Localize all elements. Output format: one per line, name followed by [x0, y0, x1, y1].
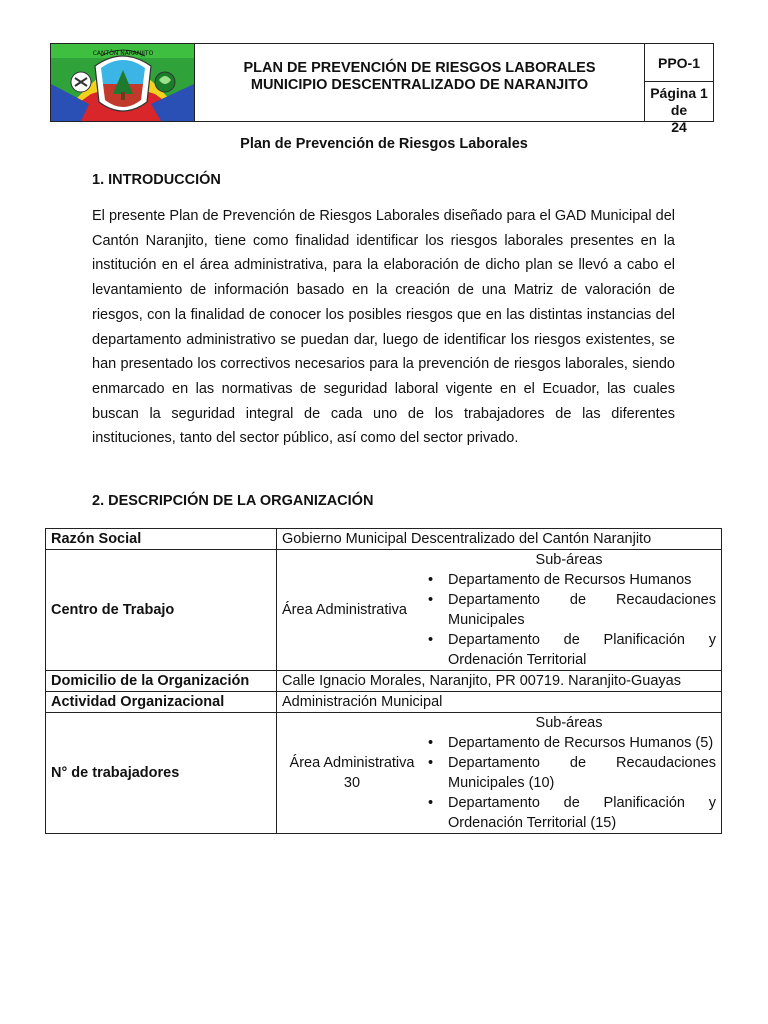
- razon-social-value: Gobierno Municipal Descentralizado del Cantón Naranjito: [277, 529, 722, 550]
- centro-subareas-list: [422, 570, 716, 670]
- intro-paragraph: El presente Plan de Prevención de Riesgos Laborales diseñado para el GAD Municipal del Cantón Naranjito, tiene como finalidad identificar los riesgos laborales presentes en la institución en el área administrativa, para la elaboración de dicho plan se llevó a cabo el levantamiento de información basado en la creación de una Matriz de valoración de riesgos, con la finalidad de conocer los posibles riesgos que en las distintas instancias del departamento administrativo se puedan dar, luego de identificar los riesgos existentes, se han presentado los correctivos necesarios para la prevención de riesgos laborales, siendo enmarcado en las normativas de seguridad laboral vigente en el Ecuador, las cuales buscan la seguridad integral de cada uno de los trabajadores de las diferentes instituciones, tanto del sector público, así como del sector privado.: [92, 208, 675, 447]
- table-row: [46, 713, 722, 834]
- table-row: [46, 529, 722, 550]
- section-heading-descripcion: 2. DESCRIPCIÓN DE LA ORGANIZACIÓN: [92, 493, 374, 509]
- municipal-logo: [51, 44, 195, 121]
- centro-trabajo-label: Centro de Trabajo: [46, 550, 277, 671]
- header-title-line1: PLAN DE PREVENCIÓN DE RIESGOS LABORALES: [243, 60, 596, 76]
- actividad-value: Administración Municipal: [277, 692, 722, 713]
- domicilio-value: Calle Ignacio Morales, Naranjito, PR 00719. Naranjito-Guayas: [277, 671, 722, 692]
- list-item: • Departamento de Recaudaciones Municipales: [422, 590, 716, 630]
- razon-social-label: Razón Social: [46, 529, 277, 550]
- domicilio-label: Domicilio de la Organización: [46, 671, 277, 692]
- logo-lettering: CANTÓN NARANJITO: [92, 50, 154, 57]
- document-header: [50, 43, 714, 135]
- trabajadores-label: N° de trabajadores: [46, 713, 277, 834]
- header-title: [195, 44, 645, 121]
- centro-trabajo-value: [277, 550, 722, 671]
- trabajadores-total: 30: [343, 775, 361, 791]
- document-title: Plan de Prevención de Riesgos Laborales: [240, 136, 528, 152]
- document-code: PPO-1: [645, 44, 713, 82]
- trabajadores-subareas-heading: Sub-áreas: [535, 715, 603, 731]
- centro-subareas-heading: Sub-áreas: [535, 552, 603, 568]
- header-title-line2: MUNICIPIO DESCENTRALIZADO DE NARANJITO: [250, 77, 589, 93]
- page-indicator-line1: Página 1 de: [650, 85, 708, 118]
- organization-table: [45, 528, 722, 834]
- table-row: [46, 671, 722, 692]
- trabajadores-value: [277, 713, 722, 834]
- list-item: • Departamento de Recursos Humanos: [422, 570, 716, 590]
- page-indicator: [645, 82, 713, 135]
- list-item: • Departamento de Planificación y Ordenación Territorial: [422, 630, 716, 670]
- list-item: • Departamento de Planificación y Ordenación Territorial (15): [422, 793, 716, 833]
- trabajadores-area: Área Administrativa: [289, 755, 415, 771]
- table-row: [46, 692, 722, 713]
- list-item: • Departamento de Recursos Humanos (5): [422, 733, 716, 753]
- table-row: [46, 550, 722, 671]
- page-indicator-line2: 24: [671, 119, 687, 135]
- list-item: • Departamento de Recaudaciones Municipales (10): [422, 753, 716, 793]
- trabajadores-subareas-list: [422, 733, 716, 833]
- centro-area: Área Administrativa: [282, 602, 407, 618]
- section-heading-introduccion: 1. INTRODUCCIÓN: [92, 172, 221, 188]
- actividad-label: Actividad Organizacional: [46, 692, 277, 713]
